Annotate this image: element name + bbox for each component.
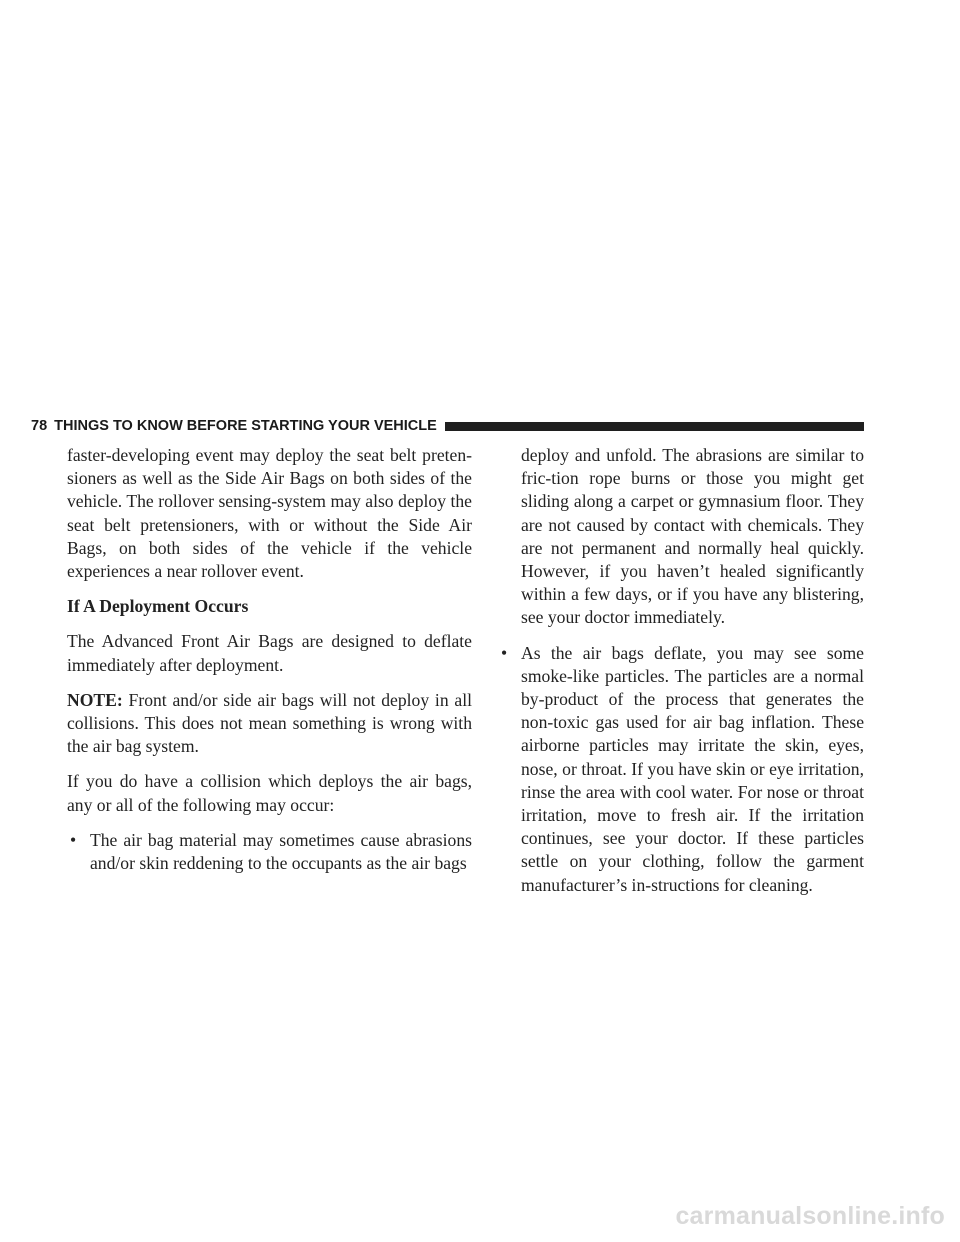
bullet-continuation: deploy and unfold. The abrasions are similar to fric-tion rope burns or those you might get sliding along a carpet or gymnasium floor. They are not caused by contact with chemicals. They are not permanent and normally heal quickly. However, if you haven’t healed significantly within a few days, or if you have any blistering, see your doctor immediately.	[521, 445, 864, 628]
section-title: THINGS TO KNOW BEFORE STARTING YOUR VEHICLE	[54, 418, 437, 434]
heading-deployment: If A Deployment Occurs	[67, 596, 249, 617]
bullet-icon: •	[70, 829, 77, 850]
bullet-text: As the air bags deflate, you may see some smoke-like particles. The particles are a normal by-product of the process that generates the non-toxic gas used for air bag inflation. These airborne particles may irritate the skin, eyes, nose, or throat. If you have skin or eye irritation, rinse the area with cool water. For nose or throat irritation, move to fresh air. If the irritation continues, see your doctor. If these particles settle on your clothing, follow the garment manufacturer’s in-structions for cleaning.	[521, 642, 864, 895]
list-item	[498, 642, 864, 897]
paragraph-deflate: The Advanced Front Air Bags are designed to deflate immediately after deployment.	[67, 631, 472, 675]
page-number: 78	[31, 418, 48, 434]
note-label: NOTE:	[67, 689, 123, 710]
left-column	[67, 444, 472, 887]
bullet-text: The air bag material may sometimes cause abrasions and/or skin reddening to the occupants as the air bags	[90, 829, 472, 874]
watermark: carmanualsonline.info	[675, 1202, 945, 1230]
paragraph-collision: If you do have a collision which deploys the air bags, any or all of the following may occur:	[67, 771, 472, 815]
note-text: Front and/or side air bags will not deploy in all collisions. This does not mean something is wrong with the air bag system.	[67, 689, 472, 757]
bullet-list	[498, 642, 864, 897]
right-column	[498, 444, 864, 909]
header-rule	[445, 422, 864, 431]
list-item	[67, 829, 472, 875]
page-header	[31, 416, 864, 436]
paragraph-rollover: faster-developing event may deploy the seat belt preten-sioners as well as the Side Air Bags on both sides of the vehicle. The rollover sensing-system may also deploy the seat belt pretensioners, with or without the Side Air Bags, on both sides of the vehicle if the vehicle experiences a near rollover event.	[67, 445, 472, 582]
bullet-icon: •	[501, 642, 508, 663]
bullet-list	[67, 829, 472, 875]
note-paragraph	[67, 689, 472, 759]
